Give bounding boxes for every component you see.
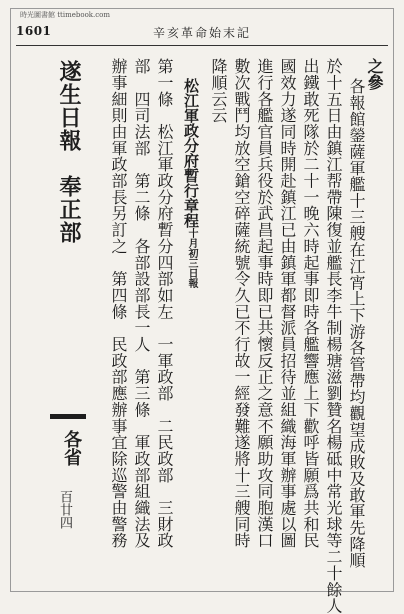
- body-column-3: 出鐵敢死隊於二十一晚六時起事即時各艦響應上下歡呼皆願爲共和民: [301, 58, 320, 549]
- source-label-underline: [50, 414, 86, 419]
- rules-column-3: 辦事細則由軍政部長另訂之 第四條 民政部應辦事宜除巡警由警務: [109, 58, 128, 549]
- running-header: 辛亥革命始末記: [152, 26, 251, 40]
- body-column-7: 降順云云: [209, 58, 228, 124]
- rules-date-note: 十月初三日報: [186, 228, 197, 288]
- body-column-4: 國效力遂同時開赴鎮江已由鎮軍都督派員招待並組織海軍辦事處以圖: [278, 58, 297, 549]
- rules-title-text: 松江軍政分府暫行章程: [182, 78, 200, 228]
- body-column-1: 各報館鎣薩軍艦十三艘在江宵上下游各管帶均觀望成敗及敢軍先降順: [347, 78, 366, 569]
- header-rule: [16, 45, 388, 46]
- side-stamp: 各省: [61, 430, 82, 466]
- body-column-5: 進行各艦官員兵役於武昌起事時即已共懷反正之意不願助攻同胞漢口: [255, 58, 274, 549]
- body-column-6: 數次戰鬥均放空鎗空碎薩統號令久已不行故一經發難遂將十三艘同時: [232, 58, 251, 549]
- side-page-number: 百廿四: [57, 490, 72, 529]
- page-number: 1601: [16, 24, 52, 38]
- rules-column-2: 部 四司法部 第二條 各部設部長一人 第三條 軍政部組織法及: [132, 58, 151, 549]
- body-column-2: 於十五日由鎮江帮帶陳復並艦長李牛制楊瑭滋劉贊名楊砥中常光球等二十餘人: [324, 58, 343, 614]
- rules-column-1: 第一條 松江軍政分府暫分四部如左 一軍政部 二民政部 三財政: [155, 58, 174, 549]
- section-heading: 之參: [365, 58, 384, 90]
- source-label: 遂生日報 奉正部: [56, 60, 82, 244]
- watermark: 時光圖書館 ttimebook.com: [20, 11, 111, 19]
- rules-title: [183, 78, 198, 558]
